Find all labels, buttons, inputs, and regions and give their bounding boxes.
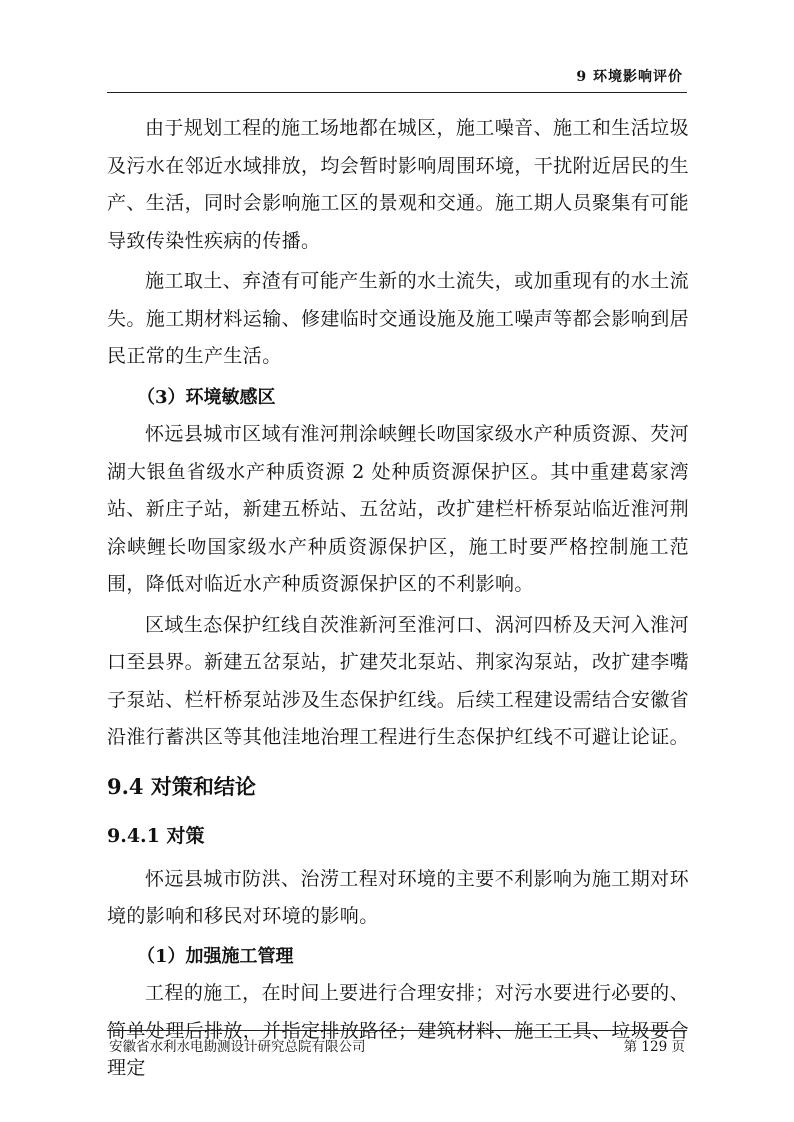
paragraph-ecological-redline: 区域生态保护红线自茨淮新河至淮河口、涡河四桥及天河入淮河口至县界。新建五岔泵站，扩建芡北泵站、荆家沟泵站，改扩建李嘴子泵站、栏杆桥泵站涉及生态保护红线。后续工程建设需结合安徽省沿淮行蓄洪区等其他洼地治理工程进行生态保护红线不可避让论证。 [107, 613, 690, 748]
paragraph-germplasm-reserve: 怀远县城市区域有淮河荆涂峡鲤长吻国家级水产种质资源、芡河湖大银鱼省级水产种质资源 2 处种质资源保护区。其中重建葛家湾站、新庄子站，新建五桥站、五岔站，改扩建栏杆桥泵站临近淮河荆涂峡鲤长吻国家级水产种质资源保护区，施工时要严格控制施工范围，降低对临近水产种质资源保护区的不利影响。 [107, 423, 690, 595]
heading-construction-management: （1）加强施工管理 [137, 945, 294, 967]
page-header [107, 64, 687, 93]
page-footer [107, 1030, 687, 1056]
footer-organization: 安徽省水利水电勘测设计研究总院有限公司 [109, 1039, 366, 1055]
page-number: 第 129 页 [623, 1039, 685, 1055]
heading-sensitive-area: （3）环境敏感区 [137, 386, 276, 408]
section-title-9-4: 9.4 对策和结论 [107, 773, 256, 799]
paragraph-soil-erosion: 施工取土、弃渣有可能产生新的水土流失，或加重现有的水土流失。施工期材料运输、修建临时交通设施及施工噪声等都会影响到居民正常的生产生活。 [107, 270, 690, 367]
chapter-title: 9 环境影响评价 [576, 69, 683, 85]
paragraph-construction-impact: 由于规划工程的施工场地都在城区，施工噪音、施工和生活垃圾及污水在邻近水域排放，均会暂时影响周围环境，干扰附近居民的生产、生活，同时会影响施工区的景观和交通。施工期人员聚集有可能导致传染性疾病的传播。 [107, 117, 690, 252]
section-title-9-4-1: 9.4.1 对策 [107, 824, 205, 847]
paragraph-construction-arrangement: 工程的施工，在时间上要进行合理安排；对污水要进行必要的、简单处理后排放，并指定排放路径；建筑材料、施工工具、垃圾要合理定 [107, 982, 690, 1079]
paragraph-main-impacts: 怀远县城市防洪、治涝工程对环境的主要不利影响为施工期对环境的影响和移民对环境的影响。 [107, 867, 689, 927]
page-body [107, 110, 689, 1088]
